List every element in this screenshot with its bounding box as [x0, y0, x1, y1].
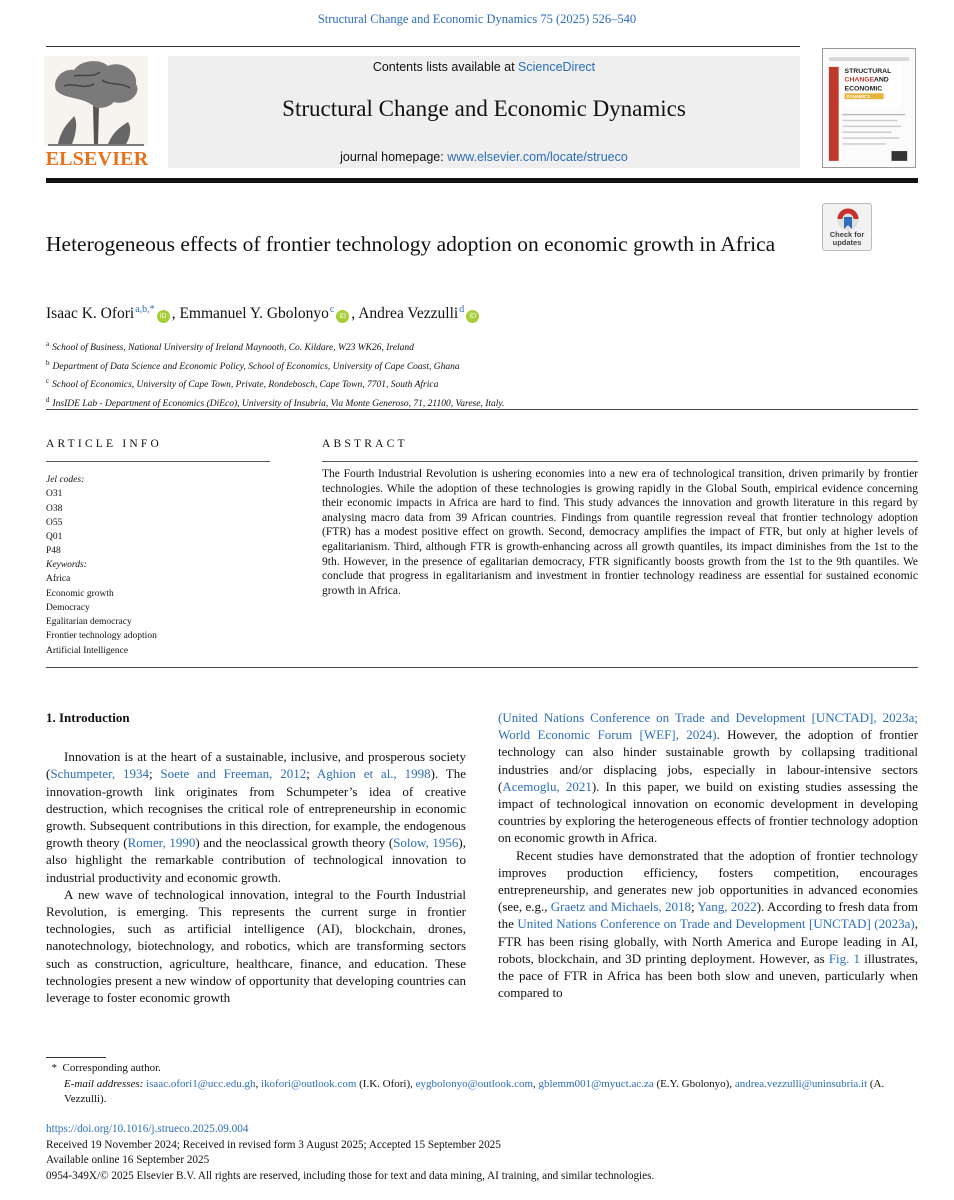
keyword: Egalitarian democracy: [46, 617, 132, 628]
email-link[interactable]: ikofori@outlook.com: [261, 1077, 357, 1090]
journal-homepage-link[interactable]: www.elsevier.com/locate/strueco: [447, 150, 628, 164]
intro-paragraph-2-continued: (United Nations Conference on Trade and Development [UNCTAD], 2023a; World Economic Forum [WEF], 2024). However, the adoption of frontier technology can also hinder sustainable growth by collapsing traditional industries and/or displacing jobs, especially in labour-intensive sectors (Acemoglu, 2021). In this paper, we build on existing studies assessing the impact of technological innovation on economic development in developing countries by exploring the heterogeneous effects of frontier technology adoption on economic growth in Africa.: [498, 710, 918, 846]
keywords-label: Keywords:: [46, 560, 87, 570]
keyword: Economic growth: [46, 588, 114, 599]
header-divider: [46, 409, 918, 410]
keyword: Frontier technology adoption: [46, 631, 157, 642]
abstract-divider: [46, 667, 918, 668]
received-dates: Received 19 November 2024; Received in revised form 3 August 2025; Accepted 15 September 2025: [46, 1138, 501, 1151]
abstract-rule: [322, 461, 918, 462]
cover-word-3: AND: [873, 76, 889, 84]
journal-title: Structural Change and Economic Dynamics: [282, 96, 686, 121]
article-title: Heterogeneous effects of frontier technology adoption on economic growth in Africa: [46, 232, 776, 256]
email-label: E-mail addresses:: [64, 1077, 144, 1090]
corresponding-author-note: * Corresponding author.: [46, 1062, 161, 1074]
affiliation-item: [46, 356, 906, 375]
email-link[interactable]: eygbolonyo@outlook.com: [415, 1077, 534, 1090]
affiliation-item: [46, 374, 906, 393]
keyword: Africa: [46, 574, 71, 585]
article-info-heading: ARTICLE INFO: [46, 438, 162, 450]
author-affiliation-sup[interactable]: a,b,*: [135, 304, 155, 315]
check-for-updates-badge[interactable]: [822, 203, 872, 251]
running-head[interactable]: Structural Change and Economic Dynamics 75 (2025) 526–540: [317, 12, 637, 26]
cover-word-5: DYNAMICS: [846, 94, 870, 100]
homepage-line: [168, 150, 800, 164]
author-affiliation-sup[interactable]: d: [459, 304, 465, 315]
affiliation-sup: d: [46, 395, 50, 404]
affiliation-text: InsIDE Lab - Department of Economics (DiEco), University of Insubria, Via Monte Generoso, 71, 21100, Varese, Italy.: [52, 398, 505, 409]
citation-link[interactable]: Romer, 1990: [127, 835, 196, 851]
citation-link[interactable]: Aghion et al., 1998: [316, 766, 431, 782]
citation-link[interactable]: Yang, 2022: [697, 899, 757, 915]
section-heading-introduction: 1. Introduction: [46, 710, 130, 725]
contents-prefix: Contents lists available at: [372, 60, 519, 74]
affiliation-list: [46, 337, 906, 411]
jel-code: O38: [46, 503, 63, 514]
author-name[interactable]: Emmanuel Y. Gbolonyo: [179, 305, 329, 322]
publication-info: [46, 1122, 918, 1184]
author-list: Isaac K. Ofori$^{a,b,*}$iD , Emmanuel Y. Gbolonyo$^c$iD , Andrea Vezzulli$^d$iD: [46, 304, 806, 323]
orcid-icon[interactable]: iD: [336, 310, 349, 323]
jel-code: P48: [46, 546, 61, 557]
jel-code: O55: [46, 517, 63, 528]
jel-code: Q01: [46, 532, 63, 543]
citation-link[interactable]: United Nations Conference on Trade and Development [UNCTAD] (2023a): [517, 916, 915, 932]
email-link[interactable]: andrea.vezzulli@uninsubria.it: [734, 1077, 868, 1090]
intro-paragraph-3: Recent studies have demonstrated that the adoption of frontier technology improves production efficiency, fosters competition, encourages entrepreneurship, and generates new job opportunities in advanced economies (see, e.g., Graetz and Michaels, 2018; Yang, 2022). According to fresh data from the United Nations Conference on Trade and Development [UNCTAD] (2023a), FTR has been rising globally, with North America and Europe leading in AI, robots, blockchain, and 3D printing deployment. However, as Fig. 1 illustrates, the pace of FTR in Africa has been both slow and uneven, particularly when compared to: [498, 847, 919, 1001]
keyword: Artificial Intelligence: [46, 645, 129, 656]
body-column-left: [46, 709, 466, 1006]
citation-link[interactable]: Solow, 1956: [393, 835, 459, 851]
abstract-heading: ABSTRACT: [322, 438, 408, 450]
sciencedirect-link[interactable]: ScienceDirect: [518, 60, 596, 74]
affiliation-sup: b: [46, 358, 50, 367]
jel-codes-label: Jel codes:: [46, 475, 85, 485]
citation-link[interactable]: Schumpeter, 1934: [50, 766, 149, 782]
citation-link[interactable]: Graetz and Michaels, 2018: [550, 899, 691, 915]
body-column-right: [498, 709, 918, 1001]
author-name[interactable]: Isaac K. Ofori: [46, 305, 135, 322]
cover-word-1: STRUCTURAL: [844, 67, 892, 75]
masthead-top-rule: [46, 46, 800, 47]
copyright-notice: 0954-349X/© 2025 Elsevier B.V. All rights are reserved, including those for text and data mining, AI training, and similar technologies.: [46, 1169, 655, 1182]
citation-link[interactable]: Soete and Freeman, 2012: [160, 766, 307, 782]
homepage-prefix: journal homepage:: [340, 150, 448, 164]
footnote-rule: [46, 1057, 106, 1058]
author-name[interactable]: Andrea Vezzulli: [358, 305, 459, 322]
orcid-icon[interactable]: iD: [466, 310, 479, 323]
intro-paragraph-2: A new wave of technological innovation, integral to the Fourth Industrial Revolution, is emerging. This represents the current surge in frontier technologies, such as artificial intelligence (AI), blockchain, drones, nanotechnology, biotechnology, and robotics, which are transforming sectors such as construction, agriculture, healthcare, finance, and education. These technologies present a new window of opportunity that developing countries can leverage to foster economic growth: [46, 886, 466, 1006]
footnotes: [46, 1061, 918, 1108]
intro-paragraph-1: Innovation is at the heart of a sustainable, inclusive, and prosperous society (Schumpeter, 1934; Soete and Freeman, 2012; Aghion et al., 1998). The innovation-growth link originates from Schumpeter’s idea of creative destruction, which recognises the critical role of entrepreneurship in economic growth. Subsequent contributions in this direction, for example, the endogenous growth theory (Romer, 1990) and the neoclassical growth theory (Solow, 1956), also highlight the remarkable contribution of technological innovation to industrial productivity and economic growth.: [46, 749, 466, 885]
keyword: Democracy: [46, 602, 90, 613]
citation-link[interactable]: (United Nations Conference on Trade and Development [UNCTAD], 2023a; World Economic Forum [WEF], 2024): [498, 710, 918, 743]
email-addresses: E-mail addresses: isaac.ofori1@ucc.edu.gh, ikofori@outlook.com (I.K. Ofori), eygbolonyo@outlook.com, gblemm001@myuct.ac.za (E.Y. Gbolonyo), andrea.vezzulli@uninsubria.it (A. Vezzulli).: [64, 1077, 885, 1105]
article-info-rule: [46, 461, 270, 462]
keywords-block: [46, 558, 270, 658]
citation-link[interactable]: Acemoglu, 2021: [502, 778, 592, 794]
doi-link[interactable]: https://doi.org/10.1016/j.strueco.2025.09.004: [46, 1123, 249, 1135]
orcid-icon[interactable]: iD: [157, 310, 170, 323]
publisher-name[interactable]: ELSEVIER: [45, 148, 149, 170]
check-for-updates-label: Check for updates: [829, 230, 865, 247]
affiliation-text: School of Business, National University of Ireland Maynooth, Co. Kildare, W23 WK26, Ireland: [52, 343, 414, 353]
cover-word-4: ECONOMIC: [844, 85, 883, 93]
abstract-text: The Fourth Industrial Revolution is ushering economies into a new era of technological transition, driven primarily by frontier technologies. While the adoption of these technologies is growing rapidly in the Global South, empirical evidence concerning their economic impacts in Africa are hard to find. This study advances the innovation and growth literature in this regard by analysing macro data from 39 African countries. Findings from quantile regression reveal that frontier technology adoption (FTR) has a modest positive effect on growth. Second, democracy amplifies the impact of FTR, but only at higher levels of egalitarianism. Third, although FTR is growth-enhancing across all growth quantiles, its impact diminishes from the 1st to the 9th. However, in the presence of egalitarian democracy, FTR significantly boosts growth from the 1st to the 9th quantiles. We conclude that progress in egalitarianism and investment in frontier technology readiness are essential for sustained economic growth in Africa.: [322, 468, 918, 597]
affiliation-text: School of Economics, University of Cape Town, Private, Rondebosch, Cape Town, 7701, South Africa: [52, 380, 439, 390]
figure-reference-link[interactable]: Fig. 1: [828, 950, 861, 966]
journal-cover-thumbnail[interactable]: [822, 48, 916, 168]
affiliation-text: Department of Data Science and Economic Policy, School of Economics, University of Cape Coast, Ghana: [52, 361, 460, 372]
cover-word-2: CHANGE: [844, 76, 875, 84]
email-link[interactable]: isaac.ofori1@ucc.edu.gh: [146, 1077, 256, 1090]
contents-line: [168, 60, 800, 74]
available-online: Available online 16 September 2025: [46, 1154, 210, 1166]
jel-code: O31: [46, 489, 63, 500]
affiliation-item: [46, 337, 906, 356]
journal-masthead: [168, 56, 800, 168]
email-link[interactable]: gblemm001@myuct.ac.za: [538, 1077, 654, 1090]
affiliation-sup: a: [46, 340, 50, 348]
masthead-bottom-rule: [46, 178, 918, 183]
author-affiliation-sup[interactable]: c: [329, 304, 335, 315]
affiliation-sup: c: [46, 377, 50, 385]
jel-codes-block: [46, 473, 270, 559]
